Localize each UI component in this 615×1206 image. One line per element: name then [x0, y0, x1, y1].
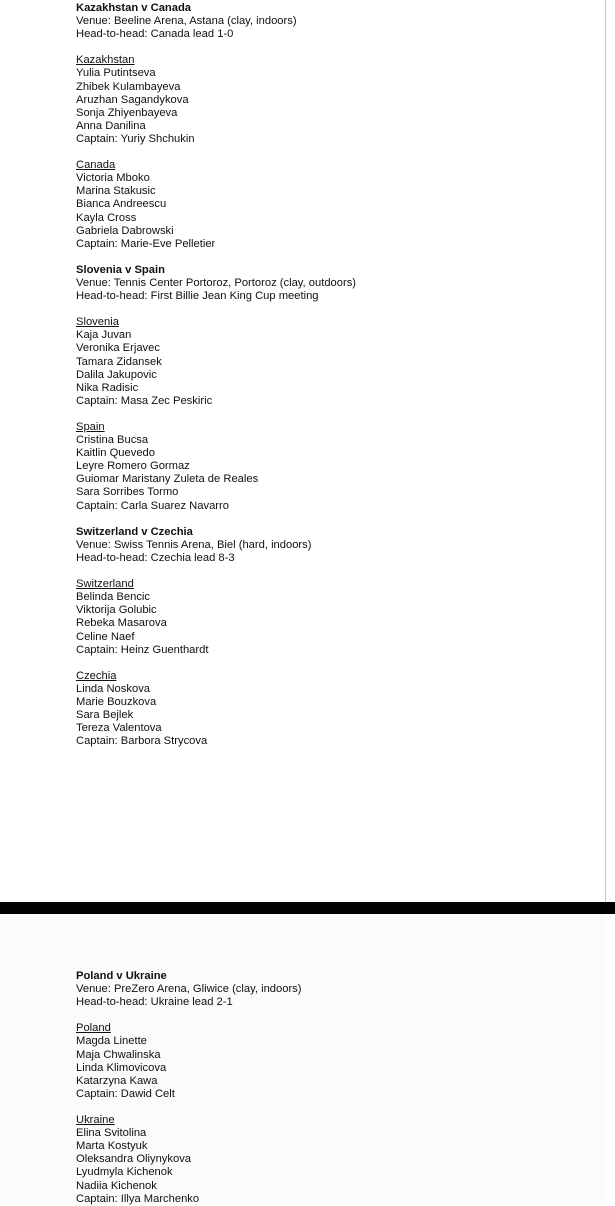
- page-separator: [0, 902, 615, 914]
- player: Gabriela Dabrowski: [76, 224, 174, 237]
- player: Marina Stakusic: [76, 185, 156, 198]
- tie-title: Kazakhstan v Canada: [76, 2, 192, 14]
- player: Veronika Erjavec: [76, 342, 160, 355]
- tie-slovenia-spain: [76, 264, 356, 526]
- tie-title: Switzerland v Czechia: [76, 525, 193, 538]
- tie-kazakhstan-canada: [76, 2, 356, 264]
- player: Katarzyna Kawa: [76, 1074, 158, 1087]
- player: Yulia Putintseva: [76, 67, 156, 80]
- player: Aruzhan Sagandykova: [76, 93, 189, 106]
- team-captain: Captain: Carla Suarez Navarro: [76, 499, 229, 512]
- player: Nika Radisic: [76, 381, 139, 394]
- player: Kaitlin Quevedo: [76, 447, 155, 460]
- team-name: Spain: [76, 421, 105, 433]
- tie-title: Slovenia v Spain: [76, 263, 165, 276]
- tie-head-to-head: Head-to-head: Canada lead 1-0: [76, 28, 234, 41]
- player: Tereza Valentova: [76, 722, 162, 735]
- player: Elina Svitolina: [76, 1127, 147, 1140]
- team-name: Switzerland: [76, 578, 134, 591]
- team-captain: Captain: Illya Marchenko: [76, 1192, 200, 1205]
- team-name: Canada: [76, 159, 116, 172]
- tie-venue: Venue: Tennis Center Portoroz, Portoroz (clay, outdoors): [76, 276, 357, 289]
- tie-venue: Venue: Beeline Arena, Astana (clay, indoors): [76, 15, 297, 28]
- player: Sara Bejlek: [76, 709, 134, 722]
- player: Maja Chwalinska: [76, 1048, 161, 1061]
- player: Sara Sorribes Tormo: [76, 486, 179, 499]
- page-2-content: [76, 970, 302, 1206]
- player: Magda Linette: [76, 1035, 147, 1048]
- player: Celine Naef: [76, 630, 135, 643]
- player: Marta Kostyuk: [76, 1140, 148, 1153]
- player: Belinda Bencic: [76, 591, 151, 604]
- team-name: Czechia: [76, 669, 117, 682]
- team-name: Ukraine: [76, 1114, 115, 1127]
- team-name: Kazakhstan: [76, 54, 135, 67]
- page-1-content: [76, 2, 356, 748]
- player: Guiomar Maristany Zuleta de Reales: [76, 473, 259, 486]
- tie-head-to-head: Head-to-head: Ukraine lead 2-1: [76, 996, 233, 1009]
- player: Oleksandra Oliynykova: [76, 1153, 192, 1166]
- player: Rebeka Masarova: [76, 617, 167, 630]
- player: Kaja Juvan: [76, 329, 132, 342]
- player: Anna Danilina: [76, 119, 146, 132]
- tie-head-to-head: Head-to-head: Czechia lead 8-3: [76, 551, 235, 564]
- document-page-2: [0, 914, 605, 1205]
- tie-head-to-head: Head-to-head: First Billie Jean King Cup meeting: [76, 290, 319, 303]
- player: Lyudmyla Kichenok: [76, 1166, 173, 1179]
- player: Nadiia Kichenok: [76, 1179, 157, 1192]
- player: Linda Klimovicova: [76, 1061, 167, 1074]
- player: Zhibek Kulambayeva: [76, 80, 181, 93]
- player: Sonja Zhiyenbayeva: [76, 106, 178, 119]
- tie-switzerland-czechia: [76, 526, 356, 749]
- team-captain: Captain: Barbora Strycova: [76, 735, 208, 748]
- tie-title: Poland v Ukraine: [76, 970, 167, 982]
- team-name: Poland: [76, 1022, 111, 1035]
- player: Viktorija Golubic: [76, 604, 157, 617]
- tie-venue: Venue: PreZero Arena, Gliwice (clay, indoors): [76, 983, 302, 996]
- tie-poland-ukraine: [76, 970, 302, 1206]
- team-captain: Captain: Heinz Guenthardt: [76, 643, 209, 656]
- player: Cristina Bucsa: [76, 434, 149, 447]
- player: Leyre Romero Gormaz: [76, 460, 190, 473]
- team-captain: Captain: Marie-Eve Pelletier: [76, 237, 216, 250]
- team-captain: Captain: Masa Zec Peskiric: [76, 394, 213, 407]
- player: Dalila Jakupovic: [76, 368, 157, 381]
- team-name: Slovenia: [76, 316, 119, 329]
- player: Bianca Andreescu: [76, 198, 167, 211]
- player: Victoria Mboko: [76, 172, 150, 185]
- tie-venue: Venue: Swiss Tennis Arena, Biel (hard, indoors): [76, 538, 312, 551]
- team-captain: Captain: Dawid Celt: [76, 1087, 175, 1100]
- player: Tamara Zidansek: [76, 355, 162, 368]
- player: Kayla Cross: [76, 211, 137, 224]
- player: Marie Bouzkova: [76, 695, 157, 708]
- team-captain: Captain: Yuriy Shchukin: [76, 132, 195, 145]
- player: Linda Noskova: [76, 682, 151, 695]
